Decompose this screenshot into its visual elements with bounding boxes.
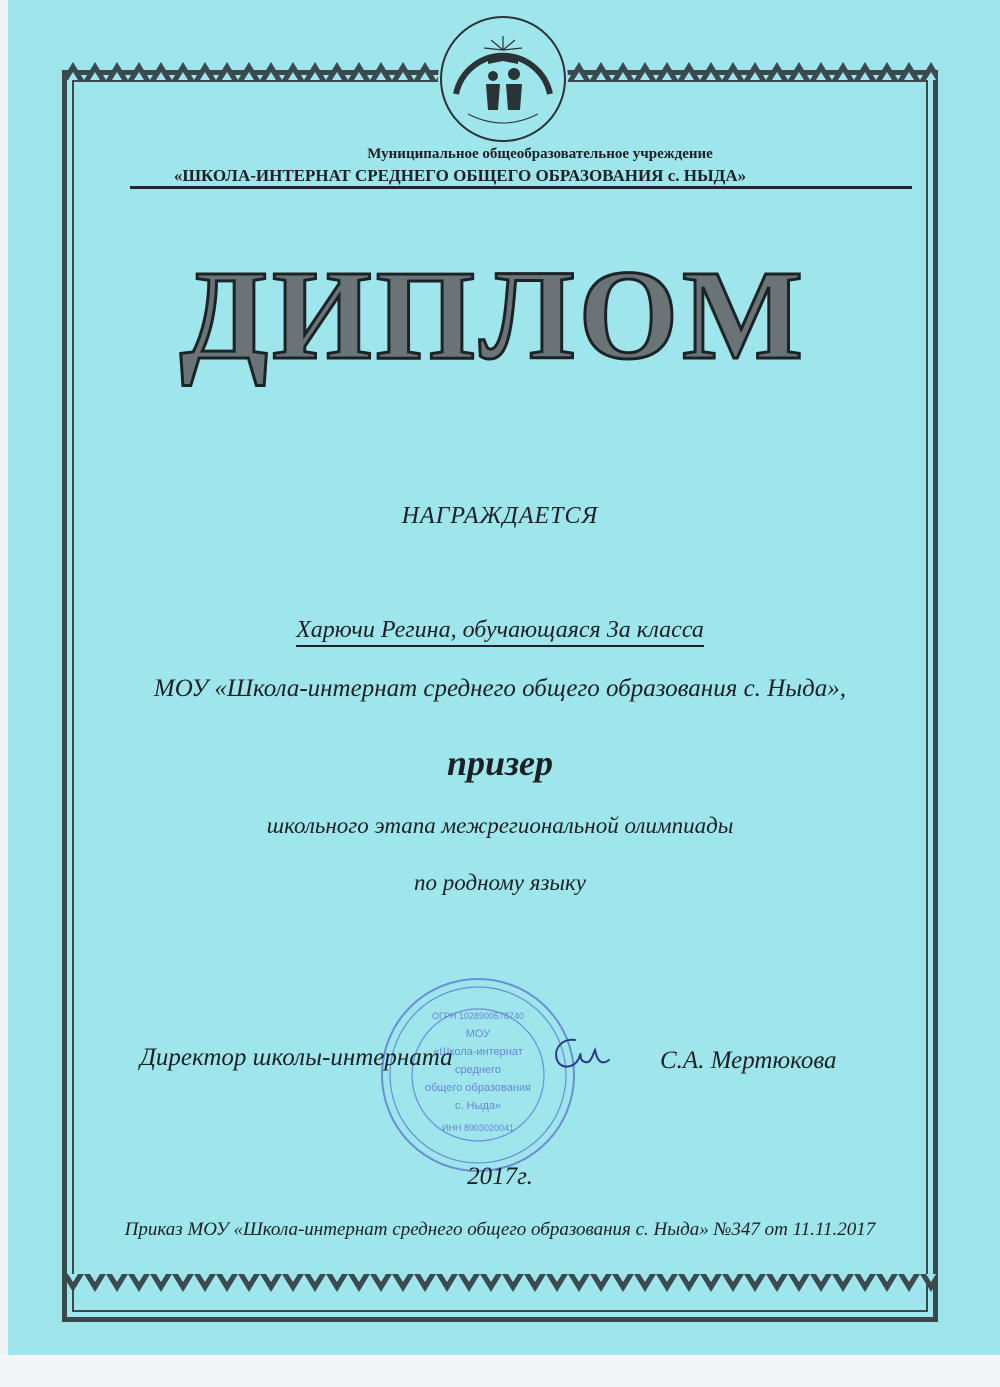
- bottom-ornament-band: [62, 1272, 938, 1300]
- stamp-line-1: МОУ: [465, 1028, 491, 1040]
- stamp-inn: ИНН 8903020041: [441, 1123, 515, 1133]
- prize-label: призер: [446, 743, 554, 783]
- stamp-ogrn: ОГРН 1028900578740: [432, 1011, 524, 1021]
- school-line: МОУ «Школа-интернат среднего общего образования с. Ныда»,: [153, 675, 847, 702]
- diploma-title: ДИПЛОМ: [180, 244, 807, 386]
- stamp-line-3: среднего: [455, 1064, 501, 1076]
- olympiad-subject: по родному языку: [414, 870, 586, 895]
- olympiad-stage: школьного этапа межрегиональной олимпиады: [266, 813, 734, 838]
- awarded-label: НАГРАЖДАЕТСЯ: [401, 503, 599, 529]
- director-title: Директор школы-интерната: [140, 1044, 453, 1071]
- stamp-line-2: «Школа-интернат: [433, 1046, 523, 1058]
- recipient-line: [90, 617, 910, 644]
- stamp-line-4: общего образования: [425, 1082, 531, 1094]
- school-logo: [438, 14, 568, 144]
- institution-type: Муниципальное общеобразовательное учреждение: [367, 146, 713, 162]
- scan-edge-bottom: [0, 1355, 1000, 1387]
- handwritten-signature: [545, 1030, 615, 1080]
- order-reference: Приказ МОУ «Школа-интернат среднего общего образования с. Ныда» №347 от 11.11.2017: [124, 1219, 876, 1240]
- issue-year: 2017г.: [467, 1163, 533, 1190]
- director-name: С.А. Мертюкова: [660, 1047, 837, 1074]
- stamp-line-5: с. Ныда»: [454, 1100, 502, 1112]
- recipient-name: Харючи Регина, обучающаяся 3а класса: [296, 617, 704, 647]
- header-divider: [130, 186, 912, 189]
- scan-edge: [0, 0, 8, 1387]
- school-name-header: «ШКОЛА-ИНТЕРНАТ СРЕДНЕГО ОБЩЕГО ОБРАЗОВАНИЯ с. НЫДА»: [173, 166, 747, 185]
